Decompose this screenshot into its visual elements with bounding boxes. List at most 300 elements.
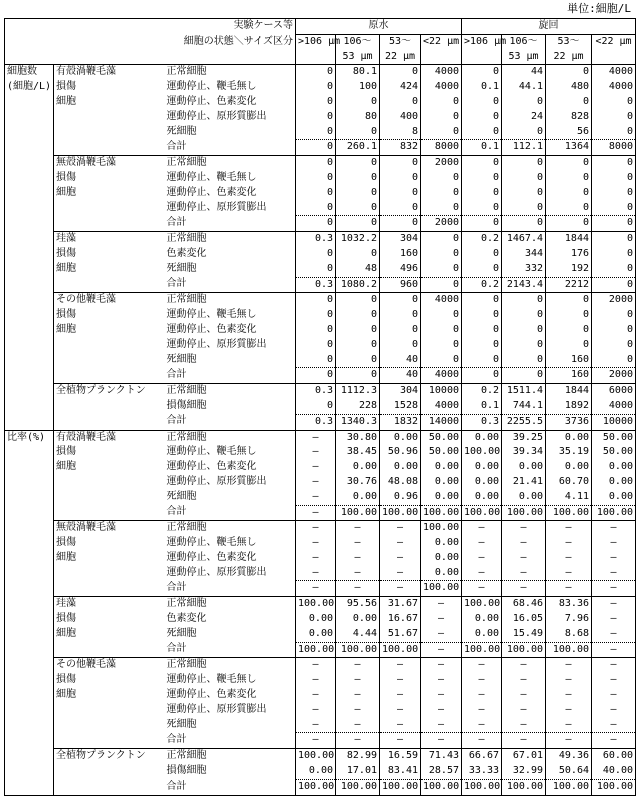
- value-cell: 0.00: [421, 536, 462, 551]
- value-cell: 16.67: [380, 612, 421, 627]
- value-cell: 2000: [421, 216, 462, 232]
- value-cell: 0: [502, 293, 546, 308]
- value-cell: ―: [421, 658, 462, 673]
- state-label: 運動停止、色素変化: [166, 461, 257, 473]
- state-label: 運動停止、原形質膨出: [166, 201, 267, 213]
- table-body: [5, 65, 636, 795]
- total-label: 合計: [165, 368, 296, 384]
- group-label-line: 損傷: [56, 674, 76, 686]
- value-cell: 0: [380, 338, 421, 353]
- value-cell: 0.3: [296, 232, 336, 247]
- size-bottom: [421, 50, 462, 65]
- value-cell: ―: [421, 597, 462, 612]
- value-cell: ―: [380, 733, 421, 749]
- value-cell: 0: [462, 186, 502, 201]
- value-cell: 0: [592, 247, 636, 262]
- value-cell: 0.00: [421, 460, 462, 475]
- header-group-raw-water: 原水: [296, 19, 462, 35]
- value-cell: ―: [462, 733, 502, 749]
- value-cell: ―: [462, 718, 502, 733]
- value-cell: 400: [380, 110, 421, 125]
- state-label: 運動停止、鞭毛無し: [166, 81, 257, 93]
- value-cell: 1112.3: [336, 384, 380, 399]
- state-label: 色素変化: [166, 247, 207, 259]
- value-cell: ―: [336, 688, 380, 703]
- size-bottom: 53 μm: [502, 50, 546, 65]
- value-cell: ―: [336, 673, 380, 688]
- value-cell: 0.2: [462, 277, 502, 293]
- value-cell: ―: [502, 658, 546, 673]
- value-cell: ―: [296, 460, 336, 475]
- group-label-line: 損傷: [56, 247, 76, 259]
- value-cell: 0: [380, 201, 421, 216]
- value-cell: 0: [502, 156, 546, 171]
- state-label: 運動停止、原形質膨出: [166, 475, 267, 487]
- value-cell: 0: [380, 156, 421, 171]
- size-top: <22 μm: [421, 34, 462, 49]
- value-cell: ―: [421, 688, 462, 703]
- value-cell: 0: [546, 156, 592, 171]
- value-cell: ―: [380, 673, 421, 688]
- table-row: [5, 597, 636, 612]
- value-cell: 0: [421, 323, 462, 338]
- value-cell: ―: [462, 703, 502, 718]
- value-cell: ―: [336, 536, 380, 551]
- value-cell: 0: [296, 293, 336, 308]
- value-cell: 0: [502, 201, 546, 216]
- value-cell: 0: [380, 308, 421, 323]
- value-cell: 304: [380, 384, 421, 399]
- value-cell: 0: [336, 95, 380, 110]
- value-cell: ―: [502, 673, 546, 688]
- group-label-line: 損傷: [56, 309, 76, 321]
- value-cell: 100.00: [380, 642, 421, 658]
- value-cell: ―: [502, 521, 546, 536]
- value-cell: 0: [421, 353, 462, 368]
- value-cell: 4.11: [546, 490, 592, 505]
- value-cell: 100.00: [296, 779, 336, 795]
- group-label: [54, 65, 165, 156]
- value-cell: 40: [380, 368, 421, 384]
- group-label-line: 全植物プランクトン: [56, 385, 146, 397]
- state-label: 運動停止、色素変化: [166, 323, 257, 335]
- value-cell: 100.00: [502, 642, 546, 658]
- value-cell: 0: [421, 125, 462, 140]
- value-cell: ―: [592, 536, 636, 551]
- value-cell: 960: [380, 277, 421, 293]
- group-label-line: 有殻渦鞭毛藻: [56, 431, 116, 443]
- value-cell: 2212: [546, 277, 592, 293]
- value-cell: ―: [462, 521, 502, 536]
- value-cell: 2143.4: [502, 277, 546, 293]
- value-cell: 0: [380, 65, 421, 80]
- value-cell: 192: [546, 262, 592, 277]
- value-cell: 24: [502, 110, 546, 125]
- value-cell: 83.36: [546, 597, 592, 612]
- value-cell: 68.46: [502, 597, 546, 612]
- value-cell: 0: [462, 247, 502, 262]
- value-cell: 0.3: [296, 384, 336, 399]
- value-cell: 1511.4: [502, 384, 546, 399]
- value-cell: 832: [380, 140, 421, 156]
- value-cell: 0: [296, 399, 336, 414]
- size-top: >106 μm: [462, 34, 502, 49]
- value-cell: 0: [462, 125, 502, 140]
- value-cell: 0: [336, 338, 380, 353]
- value-cell: 0: [592, 110, 636, 125]
- value-cell: 0.00: [296, 764, 336, 779]
- value-cell: 828: [546, 110, 592, 125]
- value-cell: 0: [502, 323, 546, 338]
- value-cell: 4000: [421, 368, 462, 384]
- state-label: 損傷細胞: [166, 765, 207, 777]
- header-state-size-label: 細胞の状態＼サイズ区分: [183, 35, 293, 47]
- value-cell: ―: [336, 566, 380, 581]
- state-label: 死細胞: [166, 628, 197, 640]
- value-cell: ―: [380, 703, 421, 718]
- state-label: 正常細胞: [166, 598, 207, 610]
- value-cell: ―: [380, 658, 421, 673]
- value-cell: ―: [462, 688, 502, 703]
- value-cell: 4000: [421, 399, 462, 414]
- value-cell: ―: [336, 551, 380, 566]
- total-label: 合計: [165, 642, 296, 658]
- value-cell: 30.80: [336, 430, 380, 445]
- value-cell: 0.00: [546, 430, 592, 445]
- table-row: [5, 293, 636, 308]
- value-cell: 0: [462, 293, 502, 308]
- value-cell: 49.36: [546, 749, 592, 764]
- value-cell: 0.00: [421, 551, 462, 566]
- value-cell: 100.00: [336, 779, 380, 795]
- value-cell: ―: [592, 627, 636, 642]
- size-top: 53～: [380, 34, 421, 49]
- value-cell: 0: [462, 338, 502, 353]
- value-cell: 17.01: [336, 764, 380, 779]
- value-cell: ―: [296, 475, 336, 490]
- value-cell: 100.00: [380, 779, 421, 795]
- value-cell: ―: [546, 566, 592, 581]
- value-cell: 0.2: [462, 384, 502, 399]
- size-top: 106～: [336, 34, 380, 49]
- value-cell: 0: [336, 353, 380, 368]
- value-cell: ―: [592, 597, 636, 612]
- value-cell: 4000: [421, 293, 462, 308]
- value-cell: 4.44: [336, 627, 380, 642]
- value-cell: ―: [546, 658, 592, 673]
- value-cell: ―: [296, 658, 336, 673]
- group-label-line: 損傷: [56, 446, 76, 458]
- value-cell: 0: [296, 323, 336, 338]
- plankton-data-table: [4, 18, 636, 796]
- value-cell: ―: [421, 673, 462, 688]
- header-group-swirl: 旋回: [462, 19, 636, 35]
- value-cell: 0.00: [502, 460, 546, 475]
- value-cell: ―: [592, 521, 636, 536]
- value-cell: 0.00: [462, 612, 502, 627]
- group-label-line: 細胞: [56, 689, 76, 701]
- group-label-line: 細胞: [56, 95, 76, 107]
- value-cell: ―: [380, 718, 421, 733]
- value-cell: 0: [462, 262, 502, 277]
- value-cell: 1832: [380, 414, 421, 430]
- value-cell: 0.00: [502, 490, 546, 505]
- value-cell: 0: [296, 125, 336, 140]
- value-cell: ―: [296, 521, 336, 536]
- value-cell: 39.34: [502, 445, 546, 460]
- value-cell: 2000: [592, 368, 636, 384]
- value-cell: 10000: [421, 384, 462, 399]
- state-label: 死細胞: [166, 490, 197, 502]
- value-cell: ―: [296, 581, 336, 597]
- value-cell: 0.00: [592, 490, 636, 505]
- value-cell: 2255.5: [502, 414, 546, 430]
- value-cell: 0: [592, 186, 636, 201]
- group-label-line: その他鞭毛藻: [56, 294, 116, 306]
- value-cell: 0: [296, 156, 336, 171]
- value-cell: 8.68: [546, 627, 592, 642]
- value-cell: 0: [296, 171, 336, 186]
- value-cell: ―: [421, 627, 462, 642]
- value-cell: 0: [421, 186, 462, 201]
- value-cell: 0: [336, 368, 380, 384]
- value-cell: 0.00: [421, 475, 462, 490]
- value-cell: 0.3: [296, 277, 336, 293]
- value-cell: 0: [296, 65, 336, 80]
- value-cell: 0: [462, 308, 502, 323]
- group-label: [54, 232, 165, 293]
- value-cell: 33.33: [462, 764, 502, 779]
- value-cell: 0: [296, 140, 336, 156]
- state-label: 運動停止、鞭毛無し: [166, 446, 257, 458]
- value-cell: 83.41: [380, 764, 421, 779]
- group-label: [54, 384, 165, 430]
- total-label: 合計: [165, 216, 296, 232]
- value-cell: ―: [296, 566, 336, 581]
- value-cell: ―: [421, 703, 462, 718]
- size-bottom: 22 μm: [380, 50, 421, 65]
- value-cell: 0.3: [296, 414, 336, 430]
- value-cell: 38.45: [336, 445, 380, 460]
- value-cell: 80.1: [336, 65, 380, 80]
- value-cell: 100.00: [421, 779, 462, 795]
- value-cell: ―: [296, 673, 336, 688]
- size-top: 53～: [546, 34, 592, 49]
- value-cell: 0.00: [462, 627, 502, 642]
- total-label: 合計: [165, 581, 296, 597]
- value-cell: 0.00: [336, 490, 380, 505]
- group-label-line: 損傷: [56, 81, 76, 93]
- value-cell: 0: [421, 338, 462, 353]
- table-row: [5, 658, 636, 673]
- value-cell: 44.1: [502, 80, 546, 95]
- value-cell: 304: [380, 232, 421, 247]
- value-cell: 100: [336, 80, 380, 95]
- table-row: [5, 521, 636, 536]
- value-cell: ―: [592, 551, 636, 566]
- value-cell: 100.00: [546, 505, 592, 521]
- value-cell: ―: [421, 733, 462, 749]
- section-label-line: (細胞/L): [7, 81, 52, 93]
- value-cell: 60.70: [546, 475, 592, 490]
- section-label-line: 比率(%): [7, 431, 46, 443]
- state-label: 死細胞: [166, 263, 197, 274]
- value-cell: 1467.4: [502, 232, 546, 247]
- value-cell: ―: [296, 430, 336, 445]
- value-cell: 0: [380, 186, 421, 201]
- value-cell: 4000: [592, 65, 636, 80]
- value-cell: ―: [296, 688, 336, 703]
- value-cell: 0: [592, 156, 636, 171]
- value-cell: 100.00: [462, 597, 502, 612]
- total-label: 合計: [165, 277, 296, 293]
- value-cell: ―: [592, 688, 636, 703]
- value-cell: 21.41: [502, 475, 546, 490]
- value-cell: ―: [296, 733, 336, 749]
- group-label: [54, 597, 165, 658]
- value-cell: 0: [546, 216, 592, 232]
- state-label: 運動停止、鞭毛無し: [166, 171, 257, 183]
- value-cell: ―: [336, 703, 380, 718]
- state-label: 運動停止、原形質膨出: [166, 338, 267, 350]
- value-cell: 35.19: [546, 445, 592, 460]
- value-cell: ―: [592, 658, 636, 673]
- value-cell: 0: [421, 171, 462, 186]
- group-label: [54, 749, 165, 795]
- value-cell: ―: [592, 703, 636, 718]
- value-cell: 30.76: [336, 475, 380, 490]
- group-label-line: 細胞: [56, 262, 76, 274]
- state-label: 正常細胞: [166, 750, 207, 762]
- value-cell: 0: [336, 293, 380, 308]
- value-cell: 0: [296, 353, 336, 368]
- value-cell: 1032.2: [336, 232, 380, 247]
- value-cell: ―: [546, 688, 592, 703]
- value-cell: ―: [502, 581, 546, 597]
- unit-label: 単位:細胞/L: [567, 2, 631, 15]
- value-cell: ―: [546, 718, 592, 733]
- table-row: [5, 430, 636, 445]
- value-cell: 0.00: [380, 460, 421, 475]
- value-cell: ―: [462, 536, 502, 551]
- group-label-line: その他鞭毛藻: [56, 659, 116, 671]
- value-cell: 0: [502, 353, 546, 368]
- group-label-line: 細胞: [56, 323, 76, 335]
- value-cell: ―: [336, 733, 380, 749]
- value-cell: 16.59: [380, 749, 421, 764]
- value-cell: 112.1: [502, 140, 546, 156]
- section-label-line: 細胞数: [7, 66, 37, 78]
- value-cell: 0.3: [462, 414, 502, 430]
- group-label: [54, 430, 165, 521]
- value-cell: ―: [296, 490, 336, 505]
- table-header: [5, 19, 636, 65]
- state-label: 運動停止、色素変化: [166, 551, 257, 563]
- value-cell: 100.00: [336, 505, 380, 521]
- value-cell: 0: [462, 171, 502, 186]
- state-label: 運動停止、原形質膨出: [166, 110, 267, 122]
- value-cell: 0: [592, 201, 636, 216]
- value-cell: ―: [462, 581, 502, 597]
- group-label-line: 有殻渦鞭毛藻: [56, 66, 116, 78]
- state-label: 正常細胞: [166, 431, 207, 443]
- value-cell: 100.00: [421, 505, 462, 521]
- value-cell: 0: [380, 95, 421, 110]
- value-cell: 50.00: [421, 430, 462, 445]
- table-row: [5, 749, 636, 764]
- value-cell: 0: [336, 125, 380, 140]
- value-cell: 0: [546, 186, 592, 201]
- value-cell: 0: [421, 247, 462, 262]
- value-cell: ―: [296, 703, 336, 718]
- value-cell: 71.43: [421, 749, 462, 764]
- value-cell: ―: [546, 581, 592, 597]
- value-cell: 0.00: [462, 490, 502, 505]
- value-cell: 100.00: [296, 597, 336, 612]
- value-cell: 28.57: [421, 764, 462, 779]
- state-label: 運動停止、色素変化: [166, 95, 257, 107]
- value-cell: ―: [592, 718, 636, 733]
- value-cell: 0.00: [592, 460, 636, 475]
- value-cell: 16.05: [502, 612, 546, 627]
- value-cell: 0: [380, 323, 421, 338]
- value-cell: 0: [462, 323, 502, 338]
- value-cell: 176: [546, 247, 592, 262]
- value-cell: 0.96: [380, 490, 421, 505]
- value-cell: ―: [592, 581, 636, 597]
- value-cell: ―: [546, 521, 592, 536]
- value-cell: 0: [462, 156, 502, 171]
- total-label: 合計: [165, 414, 296, 430]
- size-top: >106 μm: [296, 34, 336, 49]
- value-cell: 100.00: [421, 581, 462, 597]
- total-label: 合計: [165, 140, 296, 156]
- value-cell: 0: [296, 262, 336, 277]
- value-cell: 0.1: [462, 80, 502, 95]
- value-cell: 48: [336, 262, 380, 277]
- value-cell: 0.00: [462, 430, 502, 445]
- value-cell: 14000: [421, 414, 462, 430]
- value-cell: 0: [502, 171, 546, 186]
- value-cell: 40: [380, 353, 421, 368]
- state-label: 正常細胞: [166, 157, 207, 169]
- value-cell: 50.00: [421, 445, 462, 460]
- value-cell: ―: [380, 581, 421, 597]
- value-cell: ―: [546, 536, 592, 551]
- value-cell: 0: [296, 338, 336, 353]
- state-label: 運動停止、鞭毛無し: [166, 309, 257, 321]
- value-cell: 6000: [592, 384, 636, 399]
- value-cell: 0: [336, 308, 380, 323]
- state-label: 死細胞: [166, 353, 197, 365]
- value-cell: 50.00: [592, 430, 636, 445]
- table-row: [5, 156, 636, 171]
- value-cell: ―: [546, 551, 592, 566]
- value-cell: 0: [546, 171, 592, 186]
- value-cell: 0: [502, 308, 546, 323]
- value-cell: 0: [462, 201, 502, 216]
- value-cell: 0: [296, 110, 336, 125]
- value-cell: 4000: [592, 80, 636, 95]
- value-cell: ―: [462, 658, 502, 673]
- state-label: 正常細胞: [166, 294, 207, 306]
- value-cell: 48.08: [380, 475, 421, 490]
- size-top: 106～: [502, 34, 546, 49]
- state-label: 死細胞: [166, 718, 197, 730]
- value-cell: 0: [296, 308, 336, 323]
- value-cell: ―: [502, 551, 546, 566]
- value-cell: 496: [380, 262, 421, 277]
